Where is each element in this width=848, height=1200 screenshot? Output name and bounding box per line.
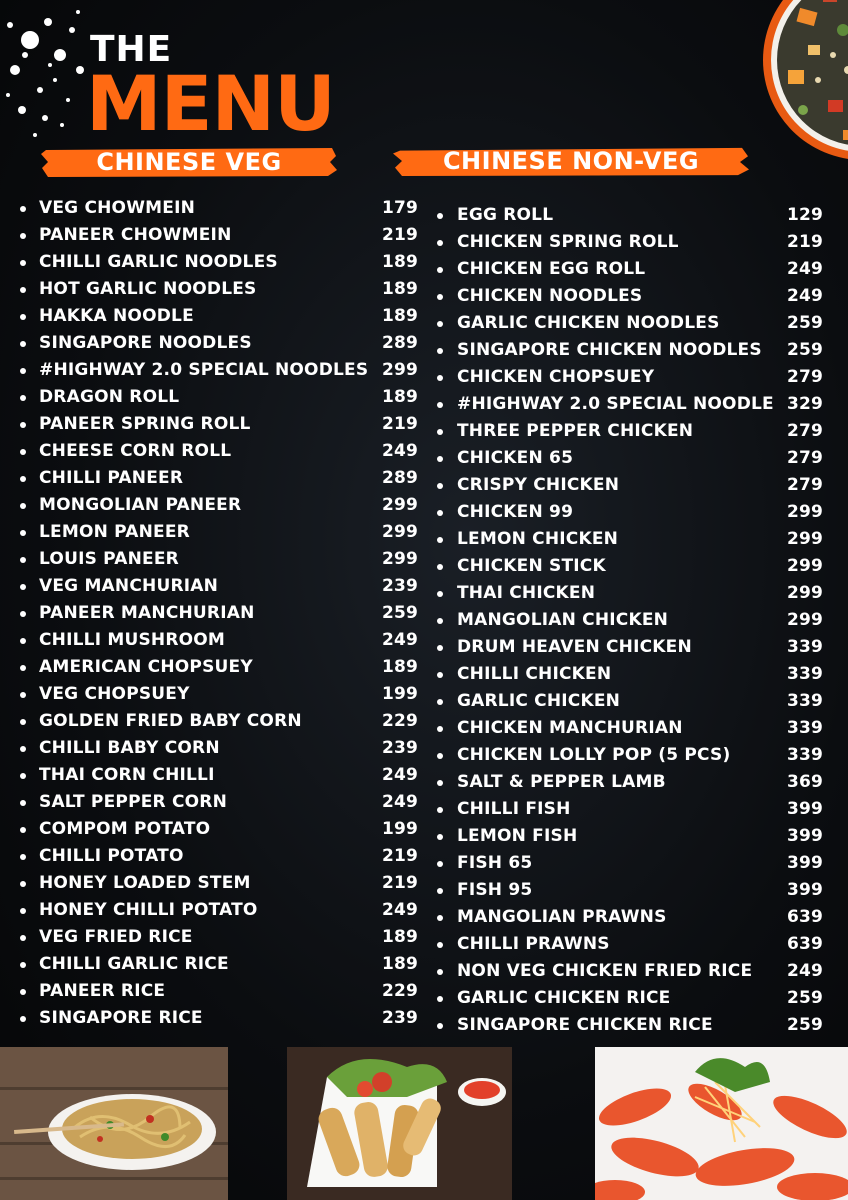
menu-item-price: 249 xyxy=(382,630,419,650)
menu-item-price: 259 xyxy=(787,988,824,1008)
menu-item xyxy=(437,742,837,769)
menu-item-price: 299 xyxy=(382,495,419,515)
veg-menu-list xyxy=(20,195,430,1032)
menu-item-price: 279 xyxy=(787,475,824,495)
nonveg-menu-list xyxy=(437,202,837,1039)
menu-item-price: 299 xyxy=(787,583,824,603)
menu-item xyxy=(20,573,430,600)
menu-item-price: 299 xyxy=(382,522,419,542)
menu-item-name: FISH 95 xyxy=(457,880,533,900)
menu-item-price: 239 xyxy=(382,1008,419,1028)
menu-item xyxy=(20,978,430,1005)
menu-item-name: LEMON PANEER xyxy=(39,522,190,542)
menu-item-name: MANGOLIAN PRAWNS xyxy=(457,907,667,927)
menu-item-name: CHILLI PRAWNS xyxy=(457,934,610,954)
menu-title-the: THE xyxy=(90,29,173,70)
menu-item-name: EGG ROLL xyxy=(457,205,554,225)
menu-item-price: 299 xyxy=(382,360,419,380)
menu-item xyxy=(20,870,430,897)
menu-item xyxy=(20,195,430,222)
menu-item xyxy=(20,357,430,384)
menu-item-name: HONEY LOADED STEM xyxy=(39,873,251,893)
menu-item xyxy=(20,708,430,735)
menu-item-price: 189 xyxy=(382,306,419,326)
menu-item-price: 189 xyxy=(382,387,419,407)
menu-item xyxy=(437,499,837,526)
menu-item-price: 189 xyxy=(382,279,419,299)
menu-item xyxy=(20,330,430,357)
section-title-nonveg: CHINESE NON-VEG xyxy=(442,147,700,175)
menu-item xyxy=(437,418,837,445)
menu-item-price: 239 xyxy=(382,576,419,596)
salad-bowl-image xyxy=(758,0,848,210)
menu-item-price: 199 xyxy=(382,819,419,839)
menu-item xyxy=(437,229,837,256)
menu-item xyxy=(20,735,430,762)
menu-item xyxy=(437,985,837,1012)
menu-item-name: DRAGON ROLL xyxy=(39,387,180,407)
menu-item-price: 219 xyxy=(787,232,824,252)
menu-item-name: GARLIC CHICKEN RICE xyxy=(457,988,671,1008)
menu-item xyxy=(437,661,837,688)
menu-item xyxy=(20,384,430,411)
prawns-photo xyxy=(595,1047,848,1200)
menu-item-price: 399 xyxy=(787,853,824,873)
menu-item-price: 289 xyxy=(382,468,419,488)
menu-item xyxy=(20,465,430,492)
menu-item xyxy=(437,769,837,796)
menu-item xyxy=(437,391,837,418)
menu-item-price: 249 xyxy=(382,792,419,812)
menu-item xyxy=(437,526,837,553)
menu-item-name: SINGAPORE CHICKEN NOODLES xyxy=(457,340,762,360)
menu-item-name: PANEER MANCHURIAN xyxy=(39,603,255,623)
menu-item xyxy=(20,600,430,627)
menu-item xyxy=(20,816,430,843)
menu-item-price: 129 xyxy=(787,205,824,225)
menu-item xyxy=(437,472,837,499)
menu-item-name: MANGOLIAN CHICKEN xyxy=(457,610,669,630)
menu-item-name: MONGOLIAN PANEER xyxy=(39,495,242,515)
menu-item-name: THREE PEPPER CHICKEN xyxy=(457,421,694,441)
menu-item-price: 299 xyxy=(787,556,824,576)
menu-item-price: 329 xyxy=(787,394,824,414)
menu-item-price: 239 xyxy=(382,738,419,758)
menu-item xyxy=(20,843,430,870)
menu-item-name: THAI CHICKEN xyxy=(457,583,596,603)
menu-item-name: SINGAPORE RICE xyxy=(39,1008,203,1028)
menu-item-price: 259 xyxy=(382,603,419,623)
menu-item-name: CHEESE CORN ROLL xyxy=(39,441,232,461)
menu-item-price: 639 xyxy=(787,907,824,927)
menu-item-price: 219 xyxy=(382,414,419,434)
menu-item xyxy=(20,249,430,276)
menu-item-price: 179 xyxy=(382,198,419,218)
menu-item-name: HOT GARLIC NOODLES xyxy=(39,279,257,299)
menu-item-name: COMPOM POTATO xyxy=(39,819,211,839)
menu-item xyxy=(437,364,837,391)
menu-item-price: 219 xyxy=(382,225,419,245)
menu-item xyxy=(20,1005,430,1032)
menu-title: MENU xyxy=(86,59,335,148)
menu-item xyxy=(437,607,837,634)
menu-item-name: LEMON FISH xyxy=(457,826,578,846)
menu-item-name: CHICKEN 65 xyxy=(457,448,574,468)
menu-item xyxy=(20,411,430,438)
menu-item-price: 199 xyxy=(382,684,419,704)
menu-item-name: CHILLI BABY CORN xyxy=(39,738,220,758)
menu-item-price: 259 xyxy=(787,313,824,333)
menu-item xyxy=(437,715,837,742)
menu-item-price: 279 xyxy=(787,367,824,387)
menu-item-name: CHILLI GARLIC RICE xyxy=(39,954,229,974)
menu-item-name: DRUM HEAVEN CHICKEN xyxy=(457,637,692,657)
menu-item-price: 249 xyxy=(382,441,419,461)
banner-chinese-veg xyxy=(40,146,338,178)
menu-item-name: SINGAPORE CHICKEN RICE xyxy=(457,1015,713,1035)
menu-item-name: AMERICAN CHOPSUEY xyxy=(39,657,253,677)
menu-item-name: CHICKEN SPRING ROLL xyxy=(457,232,679,252)
menu-item-name: PANEER SPRING ROLL xyxy=(39,414,251,434)
menu-item xyxy=(437,850,837,877)
menu-item-price: 219 xyxy=(382,873,419,893)
menu-item-name: CHICKEN EGG ROLL xyxy=(457,259,646,279)
menu-item-price: 189 xyxy=(382,954,419,974)
menu-item-name: GARLIC CHICKEN xyxy=(457,691,621,711)
menu-item-name: VEG MANCHURIAN xyxy=(39,576,219,596)
menu-item-price: 339 xyxy=(787,664,824,684)
menu-item-price: 299 xyxy=(787,502,824,522)
menu-item-price: 189 xyxy=(382,252,419,272)
menu-item-name: CHICKEN MANCHURIAN xyxy=(457,718,683,738)
menu-item xyxy=(20,519,430,546)
menu-item-price: 279 xyxy=(787,448,824,468)
menu-item-name: CHILLI PANEER xyxy=(39,468,184,488)
banner-chinese-nonveg xyxy=(392,145,750,177)
menu-item-price: 229 xyxy=(382,981,419,1001)
menu-item-name: VEG CHOWMEIN xyxy=(39,198,196,218)
menu-item-name: CHILLI CHICKEN xyxy=(457,664,612,684)
menu-item-name: CHICKEN CHOPSUEY xyxy=(457,367,655,387)
menu-item xyxy=(20,438,430,465)
section-title-veg: CHINESE VEG xyxy=(96,148,282,176)
menu-item-price: 299 xyxy=(787,529,824,549)
menu-item-price: 339 xyxy=(787,718,824,738)
spring-rolls-photo xyxy=(287,1047,512,1200)
menu-item-name: PANEER RICE xyxy=(39,981,166,1001)
menu-item-price: 289 xyxy=(382,333,419,353)
menu-item xyxy=(437,310,837,337)
menu-item xyxy=(20,951,430,978)
menu-item-price: 639 xyxy=(787,934,824,954)
menu-item xyxy=(20,222,430,249)
menu-item xyxy=(437,445,837,472)
menu-item xyxy=(437,796,837,823)
menu-item xyxy=(437,931,837,958)
menu-item xyxy=(20,276,430,303)
menu-item-name: CHILLI POTATO xyxy=(39,846,184,866)
menu-item-price: 339 xyxy=(787,637,824,657)
menu-item-name: LOUIS PANEER xyxy=(39,549,179,569)
menu-item xyxy=(437,688,837,715)
menu-item-price: 249 xyxy=(787,286,824,306)
menu-item xyxy=(437,580,837,607)
menu-item-name: SINGAPORE NOODLES xyxy=(39,333,252,353)
menu-item xyxy=(437,283,837,310)
menu-item xyxy=(437,337,837,364)
menu-item-name: HONEY CHILLI POTATO xyxy=(39,900,258,920)
menu-item xyxy=(437,553,837,580)
menu-item xyxy=(437,877,837,904)
menu-item-name: VEG FRIED RICE xyxy=(39,927,193,947)
menu-item-price: 219 xyxy=(382,846,419,866)
menu-item xyxy=(20,897,430,924)
menu-item-name: #HIGHWAY 2.0 SPECIAL NOODLES xyxy=(39,360,369,380)
menu-item-price: 249 xyxy=(382,765,419,785)
menu-item xyxy=(20,789,430,816)
menu-item xyxy=(437,256,837,283)
menu-item xyxy=(20,681,430,708)
menu-item-name: THAI CORN CHILLI xyxy=(39,765,215,785)
menu-item xyxy=(437,823,837,850)
menu-item-name: CHICKEN STICK xyxy=(457,556,606,576)
menu-item-price: 279 xyxy=(787,421,824,441)
menu-item xyxy=(20,627,430,654)
menu-item-price: 249 xyxy=(787,961,824,981)
menu-item-price: 399 xyxy=(787,799,824,819)
menu-item-price: 369 xyxy=(787,772,824,792)
menu-item-name: SALT & PEPPER LAMB xyxy=(457,772,666,792)
menu-item xyxy=(437,904,837,931)
menu-item xyxy=(20,762,430,789)
menu-item xyxy=(20,546,430,573)
menu-item-name: VEG CHOPSUEY xyxy=(39,684,190,704)
menu-item-name: NON VEG CHICKEN FRIED RICE xyxy=(457,961,753,981)
menu-item-name: CHICKEN 99 xyxy=(457,502,574,522)
noodles-photo xyxy=(0,1047,228,1200)
menu-item-price: 299 xyxy=(787,610,824,630)
menu-item-price: 299 xyxy=(382,549,419,569)
menu-item-price: 249 xyxy=(382,900,419,920)
menu-item-name: CHICKEN NOODLES xyxy=(457,286,643,306)
menu-item-name: CHICKEN LOLLY POP (5 PCS) xyxy=(457,745,731,765)
menu-item-price: 339 xyxy=(787,691,824,711)
menu-item-name: CHILLI FISH xyxy=(457,799,571,819)
menu-item xyxy=(20,303,430,330)
menu-item xyxy=(437,1012,837,1039)
menu-item-name: HAKKA NOODLE xyxy=(39,306,194,326)
menu-item-name: LEMON CHICKEN xyxy=(457,529,619,549)
menu-item xyxy=(20,492,430,519)
menu-item-name: GARLIC CHICKEN NOODLES xyxy=(457,313,720,333)
menu-item-price: 189 xyxy=(382,927,419,947)
menu-item xyxy=(437,202,837,229)
menu-item-price: 189 xyxy=(382,657,419,677)
menu-item-price: 229 xyxy=(382,711,419,731)
menu-item-price: 339 xyxy=(787,745,824,765)
menu-item-name: SALT PEPPER CORN xyxy=(39,792,227,812)
menu-item-price: 399 xyxy=(787,826,824,846)
menu-item-price: 259 xyxy=(787,340,824,360)
menu-item-name: #HIGHWAY 2.0 SPECIAL NOODLE xyxy=(457,394,774,414)
menu-item-price: 259 xyxy=(787,1015,824,1035)
menu-item-price: 399 xyxy=(787,880,824,900)
menu-item-name: GOLDEN FRIED BABY CORN xyxy=(39,711,302,731)
menu-item-name: CHILLI MUSHROOM xyxy=(39,630,226,650)
menu-item xyxy=(437,958,837,985)
menu-item-name: CRISPY CHICKEN xyxy=(457,475,620,495)
menu-item xyxy=(437,634,837,661)
menu-item-price: 249 xyxy=(787,259,824,279)
menu-item xyxy=(20,654,430,681)
menu-item-name: CHILLI GARLIC NOODLES xyxy=(39,252,278,272)
menu-item-name: PANEER CHOWMEIN xyxy=(39,225,232,245)
menu-item xyxy=(20,924,430,951)
menu-item-name: FISH 65 xyxy=(457,853,533,873)
